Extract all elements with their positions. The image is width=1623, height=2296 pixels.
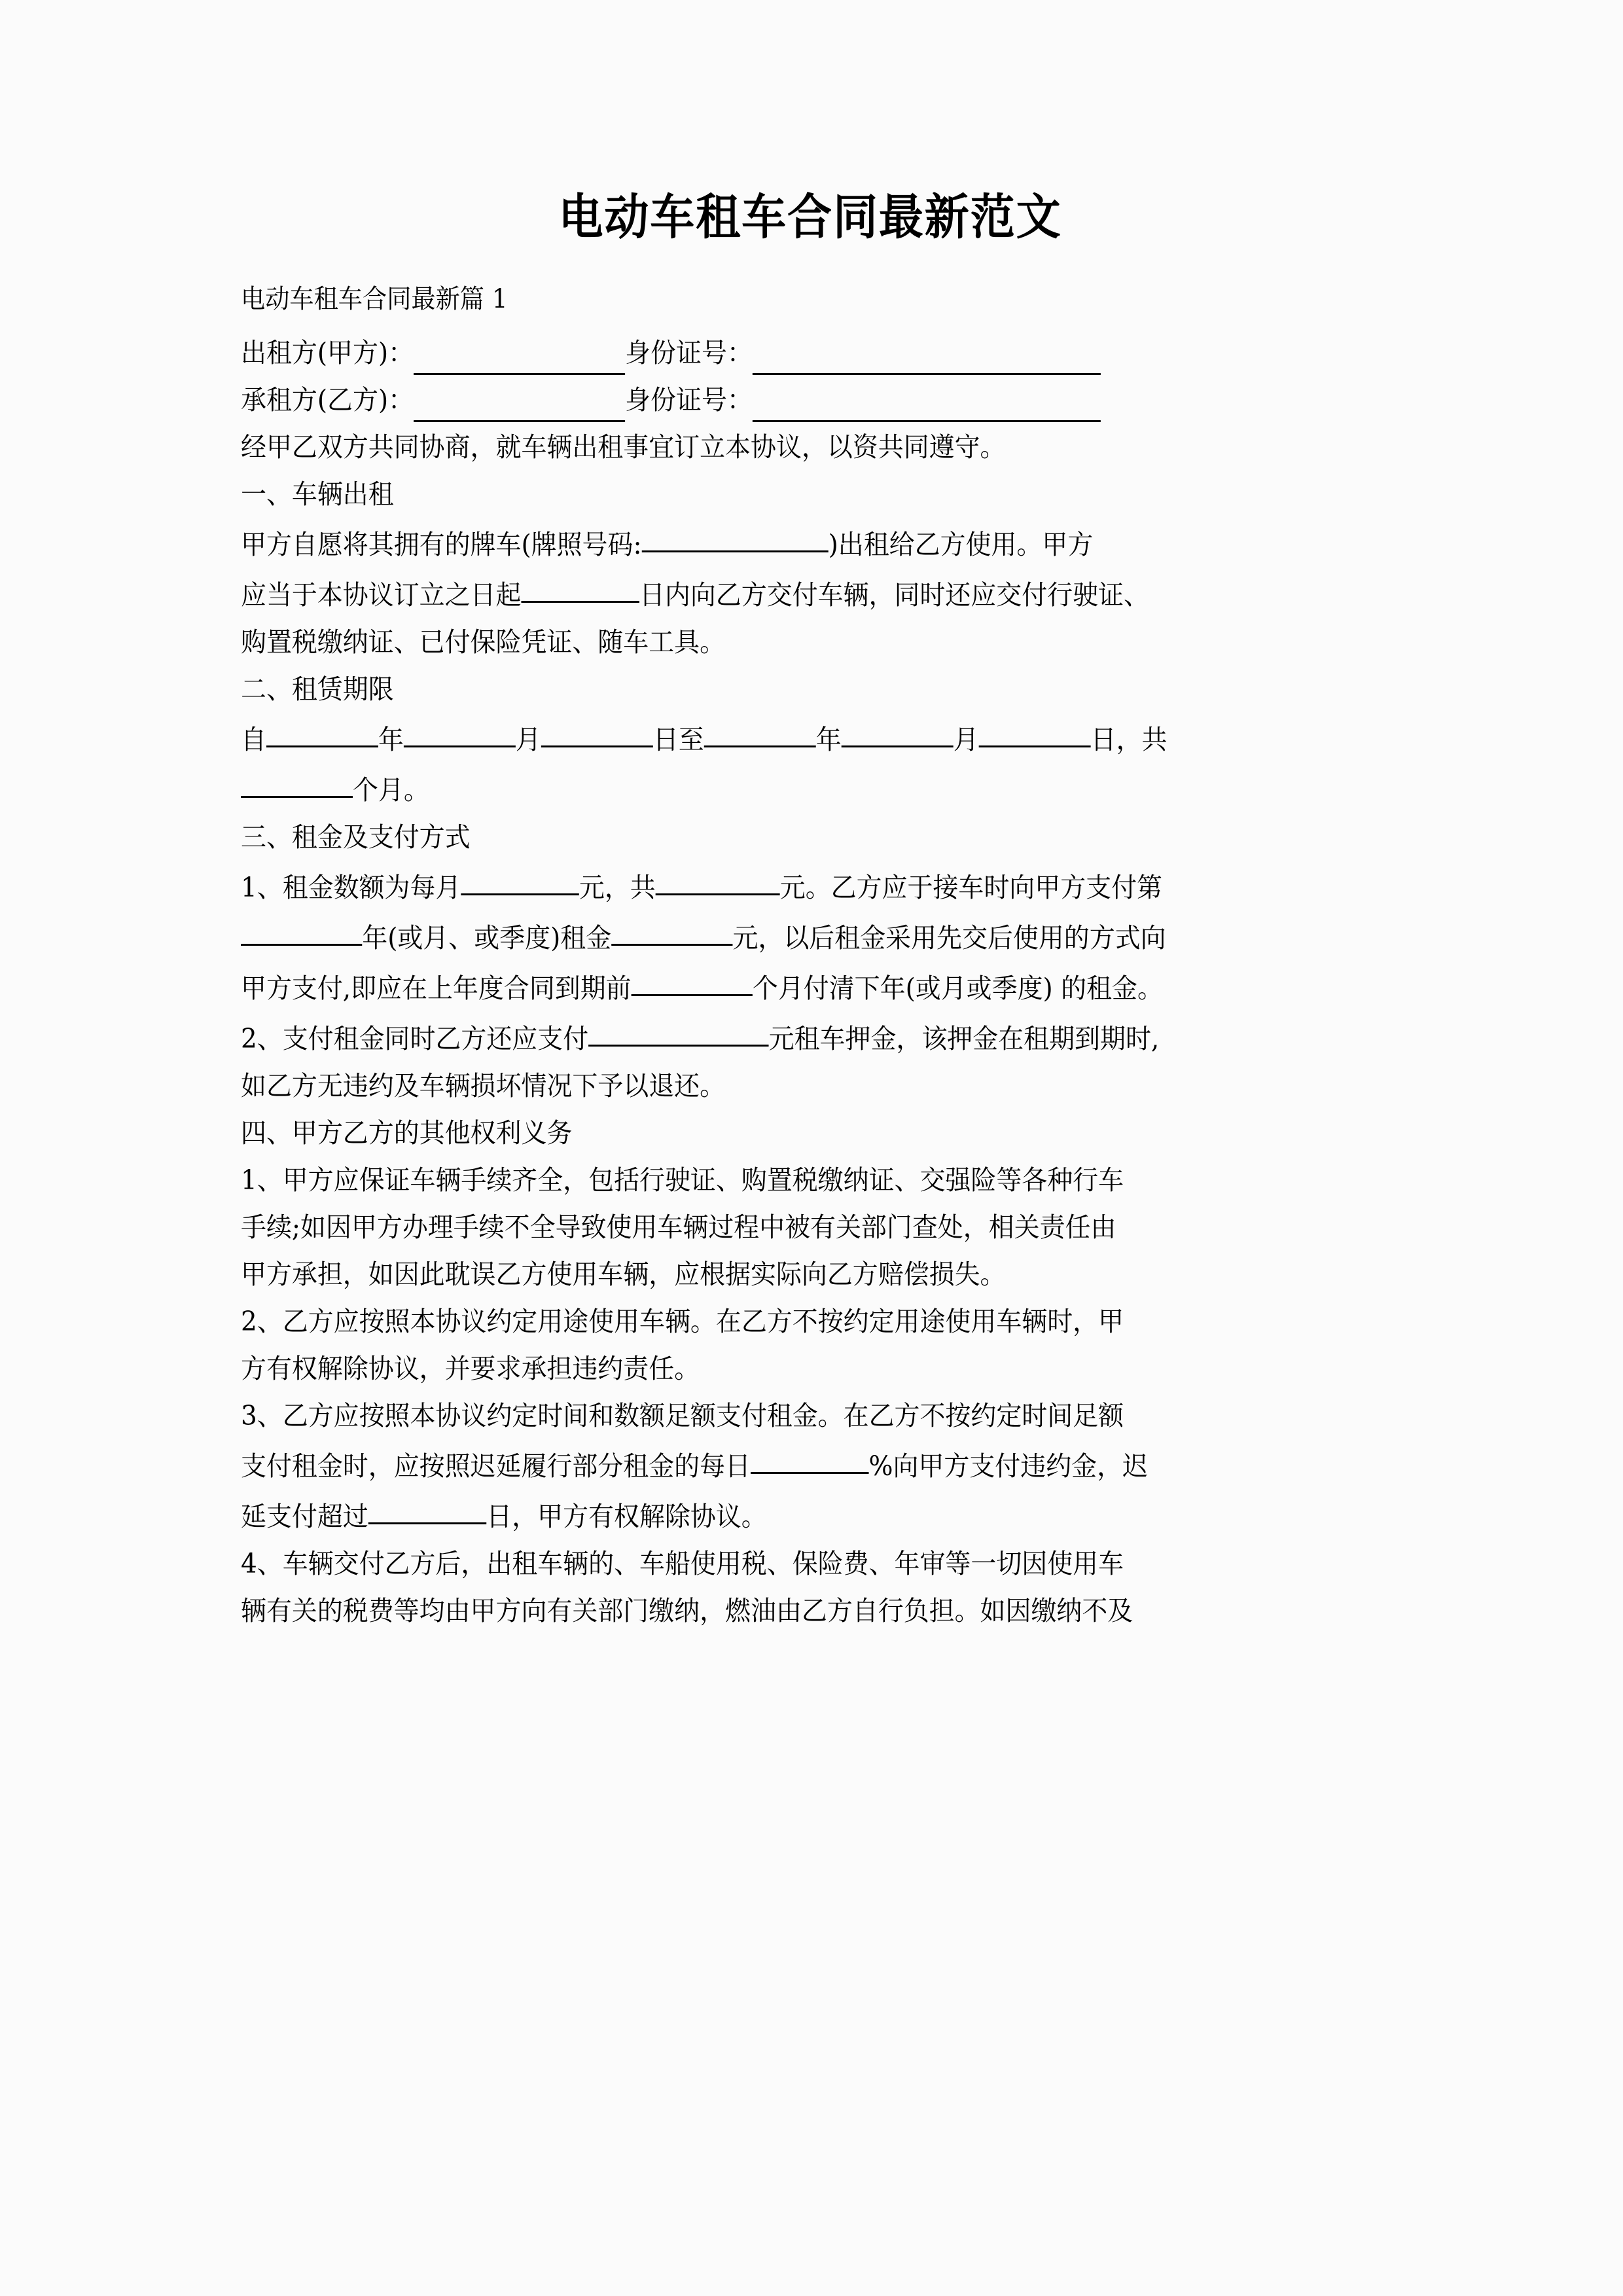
end-month-field[interactable]: [842, 713, 954, 747]
penalty-text-a: 支付租金时，应按照迟延履行部分租金的每日: [241, 1450, 751, 1482]
deposit-text-a: 2、支付租金同时乙方还应支付: [241, 1023, 589, 1054]
rent-amount-text-b: 元，共: [579, 872, 656, 903]
lessor-id-field[interactable]: [753, 340, 1101, 375]
plate-number-field[interactable]: [642, 518, 829, 552]
total-months-field[interactable]: [241, 763, 353, 798]
rent-amount-text-g: 个月付清下年(或月或季度) 的租金。: [752, 973, 1163, 1004]
section-2-line-2: [241, 763, 1323, 814]
section-4-item-1-line-3: 甲方承担，如因此耽误乙方使用车辆，应根据实际向乙方赔偿损失。: [241, 1259, 1006, 1290]
end-year-field[interactable]: [704, 713, 816, 747]
section-2-line-1: [241, 713, 1323, 763]
section-3-item-1-line-3: [241, 961, 1323, 1012]
lessor-label: 出租方(甲方)：: [241, 337, 414, 368]
section-3-item-2-line-1: [241, 1012, 1323, 1062]
lessee-id-label: 身份证号：: [625, 384, 753, 416]
monthly-rent-field[interactable]: [461, 861, 579, 895]
lessee-name-field[interactable]: [414, 387, 625, 422]
section-3-item-2-line-2: 如乙方无违约及车辆损坏情况下予以退还。: [241, 1070, 726, 1102]
section-4-item-4-line-2: 辆有关的税费等均由甲方向有关部门缴纳，燃油由乙方自行负担。如因缴纳不及: [241, 1595, 1133, 1626]
total-rent-field[interactable]: [656, 861, 780, 895]
lessor-name-field[interactable]: [414, 340, 625, 375]
rent-amount-text-c: 元。乙方应于接车时向甲方支付第: [779, 872, 1162, 903]
section-4-item-4-line-1: 4、车辆交付乙方后，出租车辆的、车船使用税、保险费、年审等一切因使用车: [241, 1548, 1124, 1579]
overdue-days-field[interactable]: [368, 1490, 487, 1524]
end-month-label: 月: [953, 724, 979, 755]
document-content: [241, 0, 1380, 1634]
total-label: 日，共: [1090, 724, 1168, 755]
section-4-item-2-line-1: 2、乙方应按照本协议约定用途使用车辆。在乙方不按约定用途使用车辆时，甲: [241, 1306, 1124, 1337]
page-title: 电动车租车合同最新范文: [558, 189, 1062, 245]
section-3-item-1-line-1: [241, 861, 1323, 911]
lessee-id-field[interactable]: [753, 387, 1101, 422]
rent-amount-text-d: 年(或月、或季度)租金: [362, 922, 612, 954]
end-year-label: 年: [815, 724, 842, 755]
section-1-text-a: 甲方自愿将其拥有的牌车(牌照号码:: [241, 529, 642, 560]
deposit-amount-field[interactable]: [588, 1012, 769, 1047]
document-subheading: 电动车租车合同最新篇 1: [241, 284, 508, 314]
first-period-rent-field[interactable]: [611, 911, 732, 946]
preamble-paragraph: 经甲乙双方共同协商，就车辆出租事宜订立本协议，以资共同遵守。: [241, 431, 1006, 463]
lessee-label: 承租方(乙方)：: [241, 384, 414, 416]
penalty-text-b: %向甲方支付违约金，迟: [868, 1450, 1149, 1482]
section-4-item-1-line-1: 1、甲方应保证车辆手续齐全，包括行驶证、购置税缴纳证、交强险等各种行车: [241, 1164, 1124, 1196]
advance-months-field[interactable]: [632, 961, 753, 996]
section-1-text-b: )出租给乙方使用。甲方: [828, 529, 1094, 560]
spacer: [241, 312, 1380, 329]
rent-amount-text-f: 甲方支付,即应在上年度合同到期前: [241, 973, 632, 1004]
section-1-text-c: 应当于本协议订立之日起: [241, 579, 522, 611]
section-3-item-1-line-2: [241, 911, 1323, 961]
rent-amount-text-a: 1、租金数额为每月: [241, 872, 461, 903]
section-3-heading: 三、租金及支付方式: [241, 821, 471, 853]
section-4-item-3-line-2: [241, 1439, 1323, 1490]
deposit-text-b: 元租车押金，该押金在租期到期时,: [768, 1023, 1160, 1054]
start-month-label: 月: [515, 724, 541, 755]
lease-to-label: 日至: [652, 724, 704, 755]
start-year-label: 年: [378, 724, 404, 755]
section-4-item-1-line-2: 手续;如因甲方办理手续不全导致使用车辆过程中被有关部门查处，相关责任由: [241, 1211, 1116, 1243]
section-4-item-3-line-1: 3、乙方应按照本协议约定时间和数额足额支付租金。在乙方不按约定时间足额: [241, 1400, 1124, 1431]
section-1-line-1: [241, 518, 1323, 568]
delivery-days-field[interactable]: [521, 568, 639, 603]
start-year-field[interactable]: [266, 713, 378, 747]
section-4-heading: 四、甲方乙方的其他权利义务: [241, 1117, 573, 1149]
lessor-row: [241, 329, 1323, 376]
overdue-text-a: 延支付超过: [241, 1501, 368, 1532]
lessee-row: [241, 376, 1323, 423]
lease-from-label: 自: [241, 724, 266, 755]
section-1-line-2: [241, 568, 1323, 619]
first-period-field[interactable]: [241, 911, 362, 946]
total-months-label: 个月。: [353, 774, 429, 806]
end-day-field[interactable]: [979, 713, 1091, 747]
lessor-id-label: 身份证号：: [625, 337, 753, 368]
start-month-field[interactable]: [404, 713, 516, 747]
section-1-heading: 一、车辆出租: [241, 478, 394, 510]
daily-penalty-rate-field[interactable]: [751, 1439, 869, 1474]
section-1-text-d: 日内向乙方交付车辆，同时还应交付行驶证、: [639, 579, 1149, 611]
overdue-text-b: 日，甲方有权解除协议。: [486, 1501, 767, 1532]
section-4-item-2-line-2: 方有权解除协议，并要求承担违约责任。: [241, 1353, 700, 1384]
section-1-line-3: 购置税缴纳证、已付保险凭证、随车工具。: [241, 626, 726, 658]
rent-amount-text-e: 元，以后租金采用先交后使用的方式向: [732, 922, 1166, 954]
start-day-field[interactable]: [541, 713, 653, 747]
section-2-heading: 二、租赁期限: [241, 673, 394, 705]
section-4-item-3-line-3: [241, 1490, 1323, 1540]
